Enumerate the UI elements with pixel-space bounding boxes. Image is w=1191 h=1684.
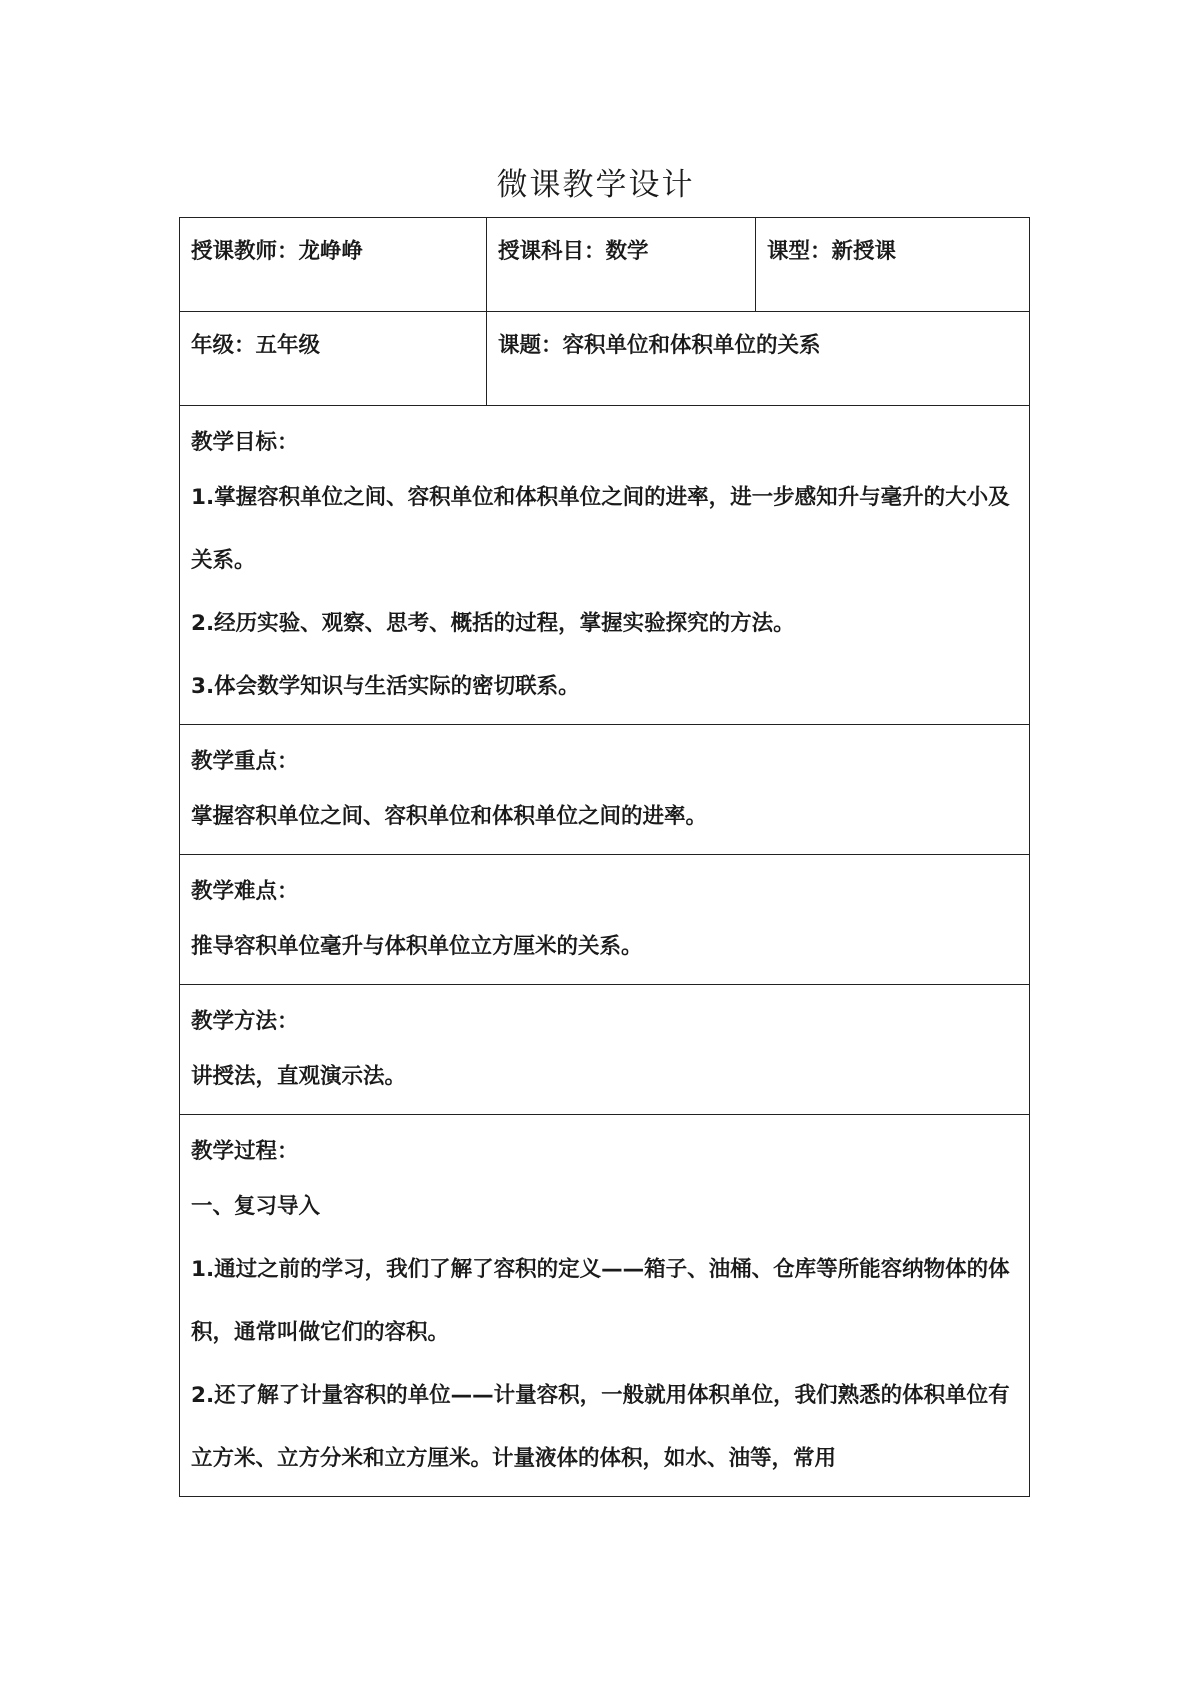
process-section-title: 一、复习导入 xyxy=(191,1194,321,1219)
subject-cell xyxy=(487,218,756,312)
methods-cell xyxy=(180,985,1030,1115)
difficulties-row xyxy=(180,855,1030,985)
process-cell xyxy=(180,1115,1030,1497)
subject-label: 授课科目：数学 xyxy=(498,239,649,264)
key-points-heading: 教学重点： xyxy=(191,749,299,774)
objective-item: 1.掌握容积单位之间、容积单位和体积单位之间的进率，进一步感知升与毫升的大小及关系。 xyxy=(191,485,1010,573)
document-title: 微课教学设计 xyxy=(496,167,695,203)
teacher-label: 授课教师：龙峥峥 xyxy=(191,239,364,264)
process-item: 1.通过之前的学习，我们了解了容积的定义——箱子、油桶、仓库等所能容纳物体的体积，通常叫做它们的容积。 xyxy=(191,1257,1010,1345)
lesson-type-cell xyxy=(756,218,1030,312)
header-row-1 xyxy=(180,218,1030,312)
teacher-cell xyxy=(180,218,487,312)
grade-cell xyxy=(180,312,487,406)
topic-cell xyxy=(487,312,1030,406)
topic-label: 课题：容积单位和体积单位的关系 xyxy=(498,333,821,358)
difficulties-heading: 教学难点： xyxy=(191,879,299,904)
process-heading: 教学过程： xyxy=(191,1139,299,1164)
lesson-plan-table xyxy=(179,217,1030,1497)
process-item: 2.还了解了计量容积的单位——计量容积，一般就用体积单位，我们熟悉的体积单位有立方米、立方分米和立方厘米。计量液体的体积，如水、油等，常用 xyxy=(191,1383,1010,1471)
difficulties-cell xyxy=(180,855,1030,985)
header-row-2 xyxy=(180,312,1030,406)
objective-item: 2.经历实验、观察、思考、概括的过程，掌握实验探究的方法。 xyxy=(191,611,795,636)
objectives-row xyxy=(180,406,1030,725)
key-points-text: 掌握容积单位之间、容积单位和体积单位之间的进率。 xyxy=(191,804,708,829)
objectives-heading: 教学目标： xyxy=(191,430,299,455)
objective-item: 3.体会数学知识与生活实际的密切联系。 xyxy=(191,674,580,699)
objectives-cell xyxy=(180,406,1030,725)
lesson-type-label: 课型：新授课 xyxy=(767,239,897,264)
methods-heading: 教学方法： xyxy=(191,1009,299,1034)
methods-text: 讲授法，直观演示法。 xyxy=(191,1064,407,1089)
key-points-cell xyxy=(180,725,1030,855)
difficulties-text: 推导容积单位毫升与体积单位立方厘米的关系。 xyxy=(191,934,643,959)
process-row xyxy=(180,1115,1030,1497)
methods-row xyxy=(180,985,1030,1115)
grade-label: 年级：五年级 xyxy=(191,333,321,358)
key-points-row xyxy=(180,725,1030,855)
